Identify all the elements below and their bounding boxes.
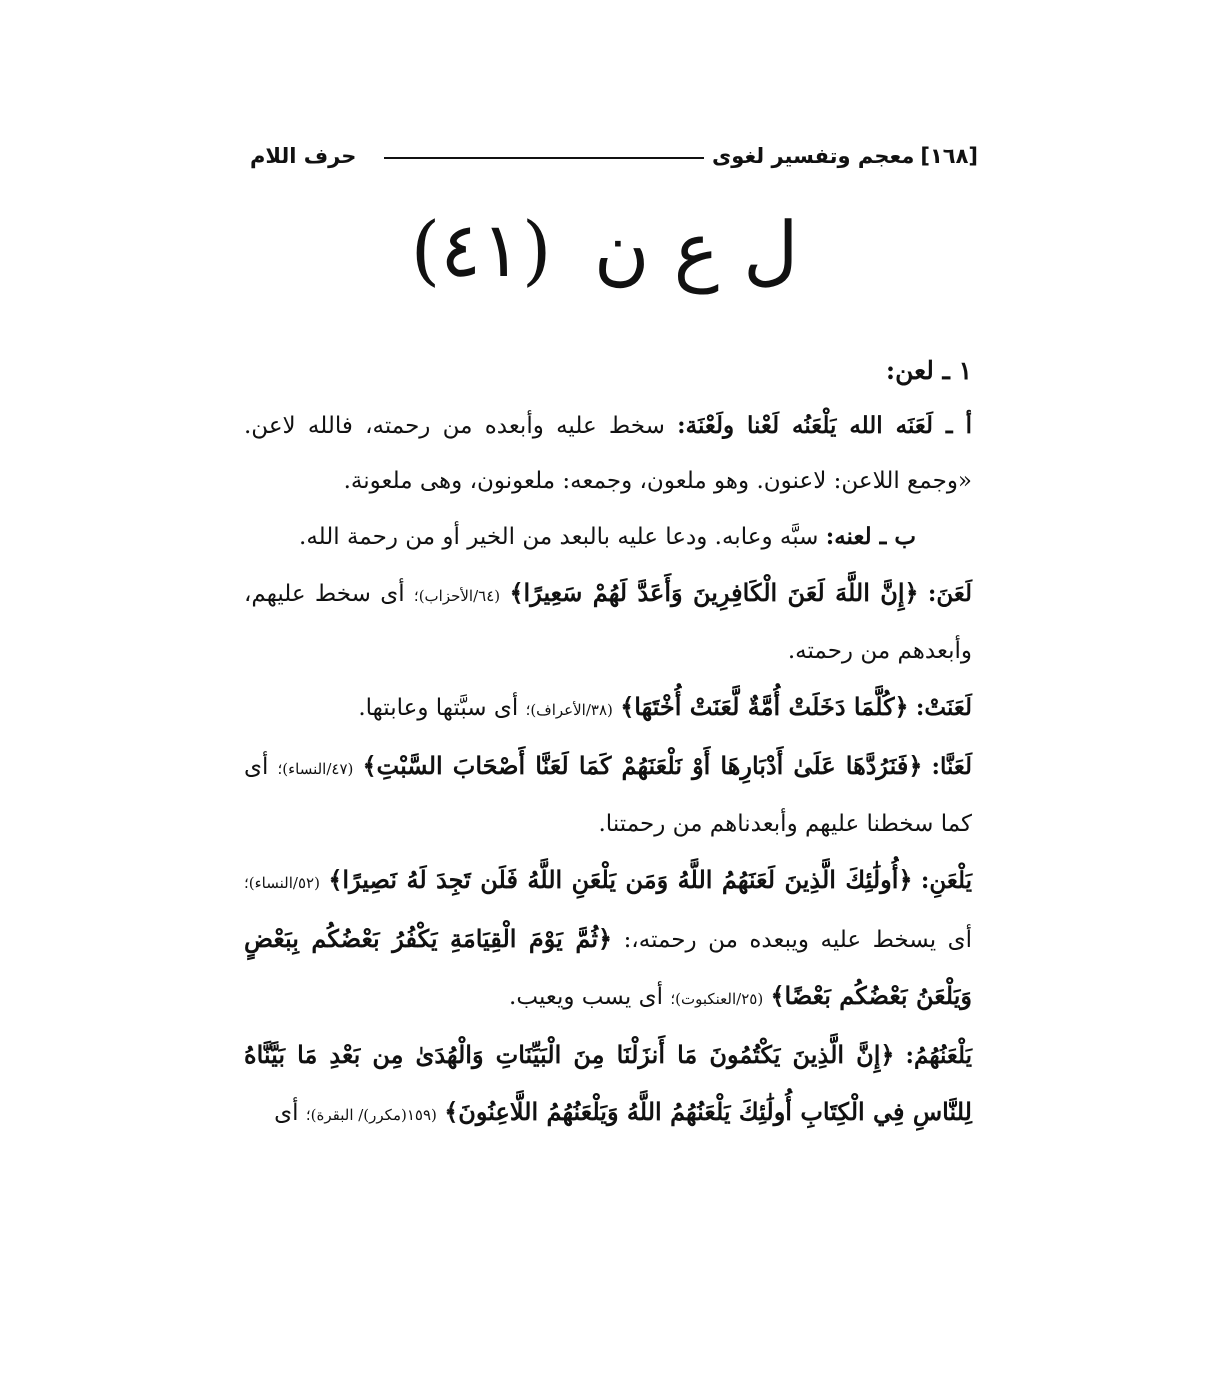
usage-paragraph: [244, 852, 972, 1027]
usage-explanation: أى يسب ويعيب.: [509, 984, 664, 1010]
sense-a-text: سخط عليه وأبعده من رحمته، فالله لاعن. «وجمع اللاعن: لاعنون. وهو ملعون، وجمعه: ملعونون، وهى ملعونة.: [244, 413, 972, 494]
root-number: (٤١): [410, 205, 552, 294]
entry-heading: ١ ـ لعن:: [885, 356, 972, 385]
verse-reference: (١٥٩(مكرر)/ البقرة)؛: [305, 1106, 437, 1124]
entry-body: [244, 335, 972, 1143]
usage-word: لَعَنَتْ:: [915, 694, 972, 721]
verse-reference: (٦٤/الأحزاب)؛: [413, 587, 501, 605]
sense-b-paragraph: [244, 509, 972, 565]
verse-reference: (٤٧/النساء)؛: [277, 760, 354, 778]
usage-word: يَلْعَنِ:: [920, 867, 973, 894]
usage-explanation: أى سبَّتها وعابتها.: [358, 695, 519, 721]
usage-explanation: أى كما سخطنا عليهم وأبعدناهم من رحمتنا.: [244, 754, 972, 837]
usage-word: يَلْعَنُهُمُ:: [905, 1042, 972, 1069]
running-header: [250, 138, 978, 174]
usage-word: لَعَنَّا:: [931, 753, 973, 780]
usage-paragraph: [244, 565, 972, 679]
sense-b-label: ب ـ لعنه:: [825, 523, 916, 550]
header-rule: [384, 157, 704, 159]
sense-a-paragraph: [244, 398, 972, 509]
usage-explanation: أى: [274, 1100, 299, 1126]
verse-reference: (٣٨/الأعراف)؛: [525, 701, 613, 719]
usage-paragraph: [244, 679, 972, 738]
verse-reference: (٢٥/العنكبوت)؛: [670, 990, 764, 1008]
quran-verse: ﴿إِنَّ اللَّهَ لَعَنَ الْكَافِرِينَ وَأَعَدَّ لَهُمْ سَعِيرًا﴾: [509, 578, 919, 607]
quran-verse: ﴿إِنَّ الَّذِينَ يَكْتُمُونَ مَا أَنزَلْنَا مِنَ الْبَيِّنَاتِ وَالْهُدَىٰ مِن بَعْدِ مَا بَيَّنَّاهُ لِلنَّاسِ فِي الْكِتَابِ أُولَٰئِكَ يَلْعَنُهُمُ اللَّهُ وَيَلْعَنُهُمُ اللَّاعِنُونَ﴾: [244, 1040, 972, 1126]
usage-paragraph: [244, 1027, 972, 1143]
usage-explanation: أى سخط عليهم، وأبعدهم من رحمته.: [244, 581, 972, 664]
usage-paragraph: [244, 738, 972, 852]
usage-explanation: أى يسخط عليه ويبعده من رحمته،:: [623, 927, 973, 953]
root-heading: [0, 195, 1209, 305]
quran-verse: ﴿أُولَٰئِكَ الَّذِينَ لَعَنَهُمُ اللَّهُ وَمَن يَلْعَنِ اللَّهُ فَلَن تَجِدَ لَهُ نَصِيرًا﴾: [328, 865, 913, 894]
root-letters: ل ع ن: [593, 205, 799, 294]
verse-reference: (٥٢/النساء)؛: [244, 874, 320, 892]
quran-verse: ﴿فَنَرُدَّهَا عَلَىٰ أَدْبَارِهَا أَوْ نَلْعَنَهُمْ كَمَا لَعَنَّا أَصْحَابَ السَّبْتِ﴾: [362, 751, 923, 780]
quran-verse: ﴿كُلَّمَا دَخَلَتْ أُمَّةٌ لَّعَنَتْ أُخْتَهَا﴾: [620, 692, 909, 721]
book-title: معجم وتفسير لغوى: [712, 144, 915, 168]
sense-a-label: أ ـ لَعَنَه الله يَلْعَنُه لَعْنا ولَعْنَة:: [677, 412, 972, 439]
usage-word: لَعَنَ:: [927, 580, 973, 607]
page-number: [١٦٨]: [920, 144, 978, 168]
quran-verse: ﴿ثُمَّ يَوْمَ الْقِيَامَةِ يَكْفُرُ بَعْضُكُم بِبَعْضٍ وَيَلْعَنُ بَعْضُكُم بَعْضًا﴾: [244, 924, 972, 1010]
section-title: حرف اللام: [250, 144, 357, 168]
sense-b-text: سبَّه وعابه. ودعا عليه بالبعد من الخير أو من رحمة الله.: [299, 524, 819, 550]
